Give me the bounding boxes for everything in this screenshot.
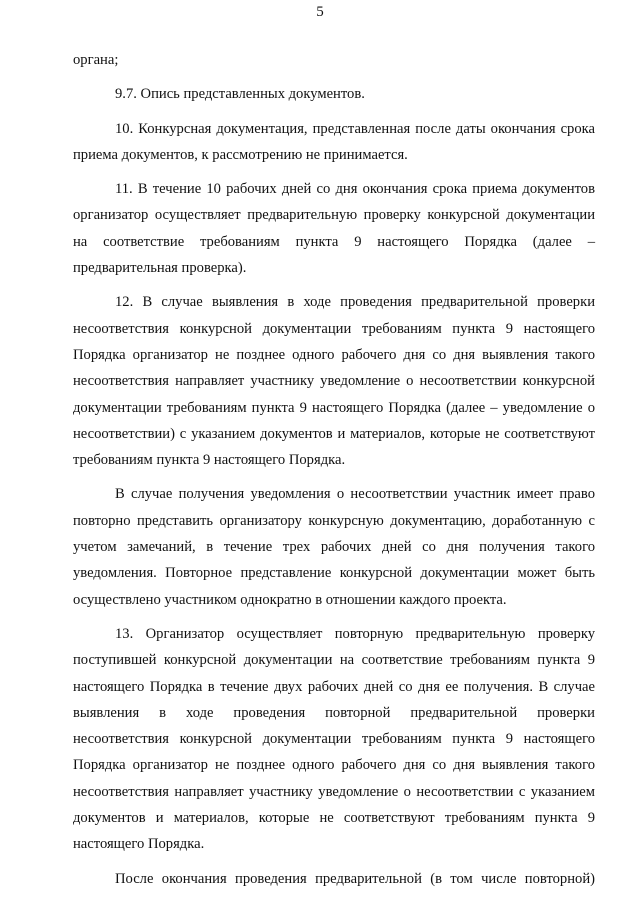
document-body xyxy=(73,47,595,892)
paragraph-13: 13. Организатор осуществляет повторную предварительную проверку поступившей конкурсной документации на соответствие требованиям пункта 9 настоящего Порядка в течение двух рабочих дней со дня ее получения. В случае выявления в ходе проведения повторной предварительной проверки несоответствия конкурсной документации требованиям пункта 9 настоящего Порядка организатор не позднее одного рабочего дня со дня выявления такого несоответствия направляет участнику уведомление о несоответствии с указанием документов и материалов, которые не соответствуют требованиям пункта 9 настоящего Порядка. xyxy=(73,625,595,853)
paragraph-12: 12. В случае выявления в ходе проведения предварительной проверки несоответствия конкурсной документации требованиям пункта 9 настоящего Порядка организатор не позднее одного рабочего дня со дня выявления такого несоответствия направляет участнику уведомление о несоответствии конкурсной документации требованиям пункта 9 настоящего Порядка (далее – уведомление о несоответствии) с указанием документов и материалов, которые не соответствуют требованиям пункта 9 настоящего Порядка. xyxy=(73,294,595,469)
paragraph-after-check: После окончания проведения предварительной (в том числе повторной) xyxy=(115,870,595,887)
paragraph-10: 10. Конкурсная документация, представленная после даты окончания срока приема документов, к рассмотрению не принимается. xyxy=(73,120,595,163)
paragraph-continuation: органа; xyxy=(73,52,119,68)
paragraph-12-notice-case: В случае получения уведомления о несоответствии участник имеет право повторно представить организатору конкурсную документацию, доработанную с учетом замечаний, в течение трех рабочих дней со дня получения такого уведомления. Повторное представление конкурсной документации может быть осуществлено участником однократно в отношении каждого проекта. xyxy=(73,486,595,608)
paragraph-11: 11. В течение 10 рабочих дней со дня окончания срока приема документов организатор осуществляет предварительную проверку конкурсной документации на соответствие требованиям пункта 9 настоящего Порядка (далее – предварительная проверка). xyxy=(73,181,595,277)
page-number: 5 xyxy=(316,4,324,20)
paragraph-9-7: 9.7. Опись представленных документов. xyxy=(115,86,365,103)
